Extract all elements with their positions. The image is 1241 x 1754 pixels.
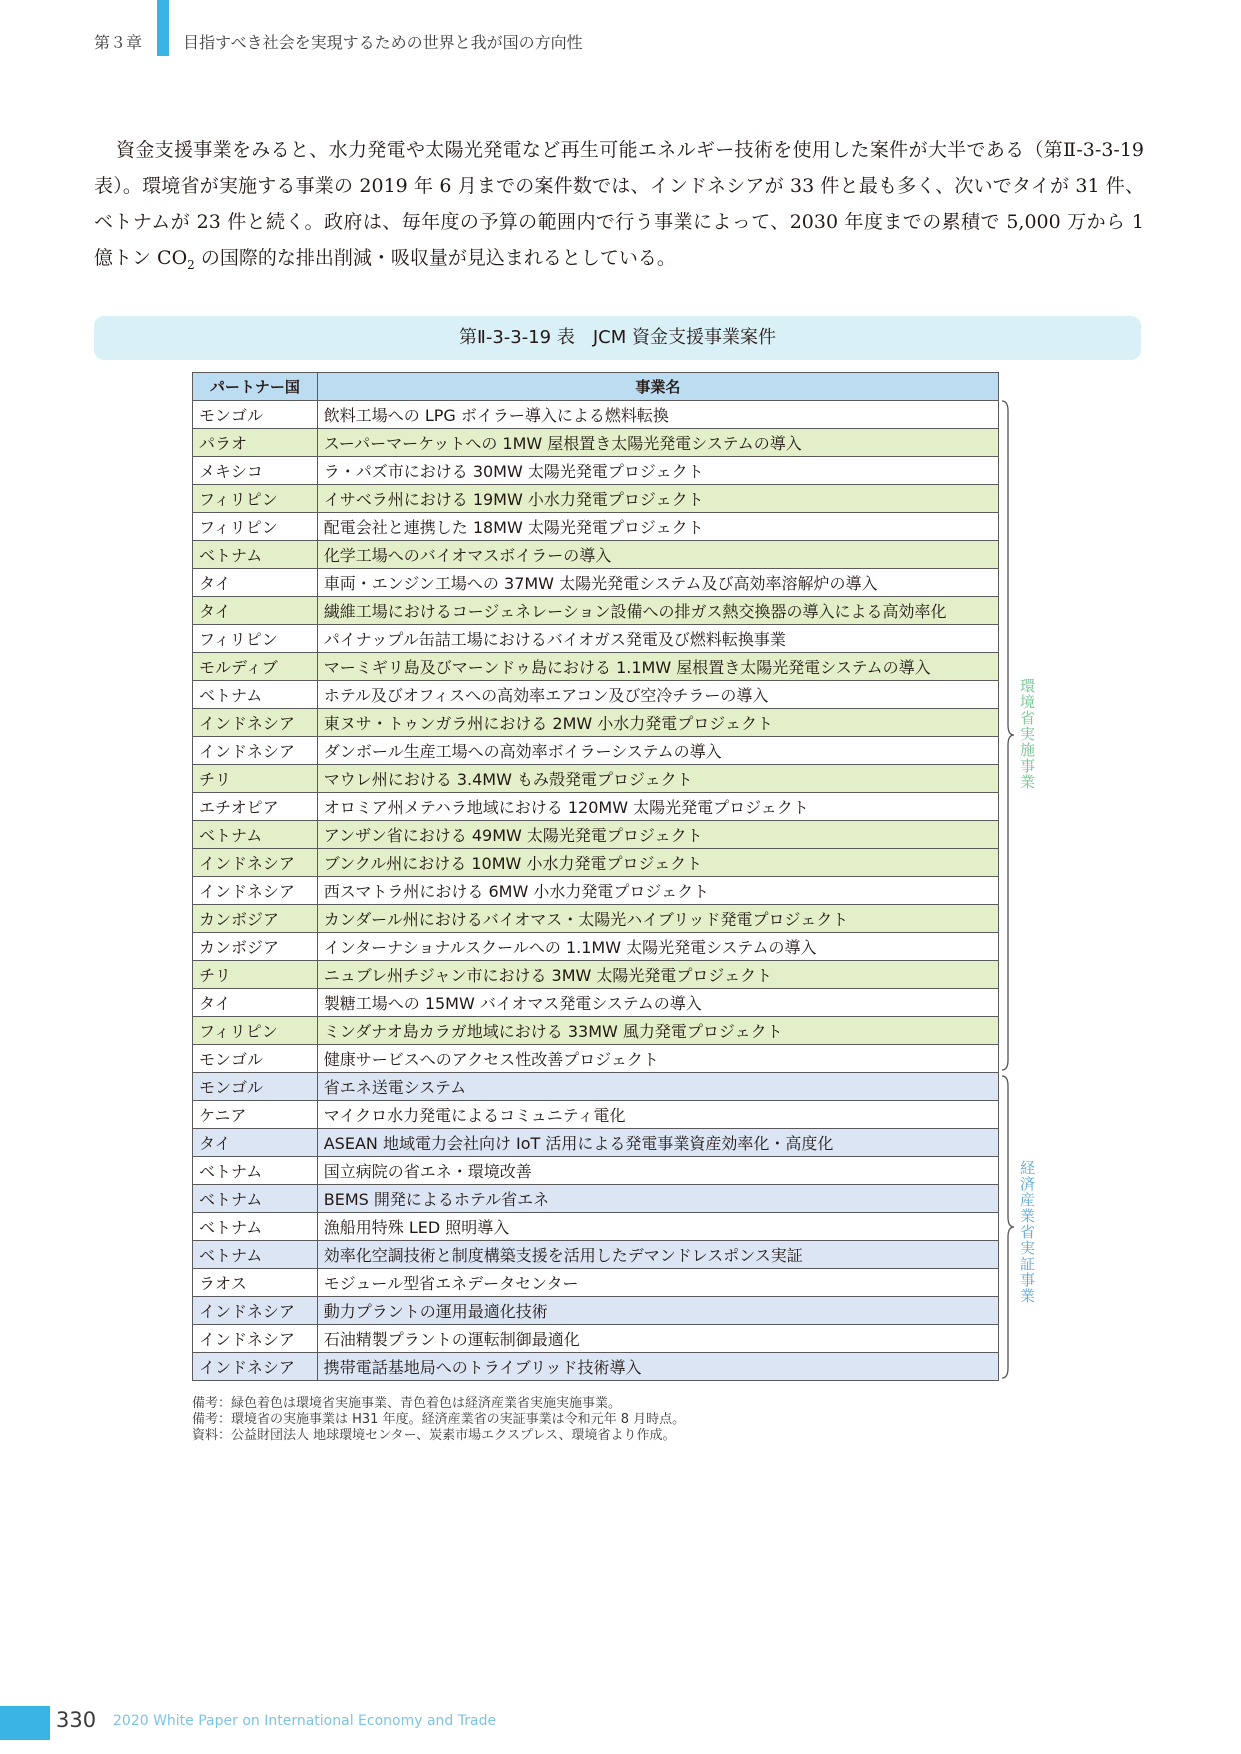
cell-project: ASEAN 地域電力会社向け IoT 活用による発電事業資産効率化・高度化: [317, 1129, 998, 1157]
cell-country: ベトナム: [193, 1241, 318, 1269]
cell-country: インドネシア: [193, 849, 318, 877]
page-number: 330: [56, 1708, 97, 1732]
table-row: [193, 765, 999, 793]
paragraph-subscript: 2: [187, 257, 195, 272]
cell-project: 繊維工場におけるコージェネレーション設備への排ガス熱交換器の導入による高効率化: [317, 597, 998, 625]
table-row: [193, 933, 999, 961]
table-row: [193, 905, 999, 933]
cell-project: ミンダナオ島カラガ地域における 33MW 風力発電プロジェクト: [317, 1017, 998, 1045]
table-header-row: [193, 373, 999, 401]
cell-project: 西スマトラ州における 6MW 小水力発電プロジェクト: [317, 877, 998, 905]
cell-project: 動力プラントの運用最適化技術: [317, 1297, 998, 1325]
cell-country: モルディブ: [193, 653, 318, 681]
cell-country: エチオピア: [193, 793, 318, 821]
cell-country: インドネシア: [193, 1297, 318, 1325]
cell-country: フィリピン: [193, 485, 318, 513]
cell-country: タイ: [193, 1129, 318, 1157]
table-row: [193, 1045, 999, 1073]
jcm-projects-table: [192, 372, 999, 1381]
cell-country: フィリピン: [193, 1017, 318, 1045]
cell-country: モンゴル: [193, 1073, 318, 1101]
cell-country: ラオス: [193, 1269, 318, 1297]
cell-country: ベトナム: [193, 681, 318, 709]
cell-country: タイ: [193, 569, 318, 597]
table-row: [193, 1157, 999, 1185]
table-row: [193, 1129, 999, 1157]
table-row: [193, 569, 999, 597]
meti-group-label: 経済産業省実証事業: [1018, 1160, 1036, 1304]
cell-project: マーミギリ島及びマーンドゥ島における 1.1MW 屋根置き太陽光発電システムの導入: [317, 653, 998, 681]
cell-country: カンボジア: [193, 933, 318, 961]
cell-country: ベトナム: [193, 821, 318, 849]
table-caption: 第Ⅱ-3-3-19 表 JCM 資金支援事業案件: [458, 327, 776, 348]
table-row: [193, 541, 999, 569]
cell-project: モジュール型省エネデータセンター: [317, 1269, 998, 1297]
table-row: [193, 1353, 999, 1381]
paragraph-text-2: の国際的な排出削減・吸収量が見込まれるとしている。: [194, 247, 676, 269]
cell-project: 配電会社と連携した 18MW 太陽光発電プロジェクト: [317, 513, 998, 541]
cell-project: 健康サービスへのアクセス性改善プロジェクト: [317, 1045, 998, 1073]
table-row: [193, 849, 999, 877]
cell-project: オロミア州メテハラ地域における 120MW 太陽光発電プロジェクト: [317, 793, 998, 821]
header-project: 事業名: [317, 373, 998, 401]
table-row: [193, 513, 999, 541]
table-row: [193, 1297, 999, 1325]
cell-country: チリ: [193, 765, 318, 793]
cell-project: イサベラ州における 19MW 小水力発電プロジェクト: [317, 485, 998, 513]
cell-project: 化学工場へのバイオマスボイラーの導入: [317, 541, 998, 569]
table-caption-box: [94, 316, 1141, 360]
table-row: [193, 485, 999, 513]
table-row: [193, 1073, 999, 1101]
cell-country: ベトナム: [193, 1157, 318, 1185]
table-row: [193, 793, 999, 821]
table-notes: [192, 1396, 685, 1444]
body-paragraph: [94, 132, 1144, 283]
cell-project: 車両・エンジン工場への 37MW 太陽光発電システム及び高効率溶解炉の導入: [317, 569, 998, 597]
table-row: [193, 1325, 999, 1353]
cell-project: ホテル及びオフィスへの高効率エアコン及び空冷チラーの導入: [317, 681, 998, 709]
cell-project: ラ・パズ市における 30MW 太陽光発電プロジェクト: [317, 457, 998, 485]
table-row: [193, 709, 999, 737]
cell-country: ベトナム: [193, 1185, 318, 1213]
cell-project: 石油精製プラントの運転制御最適化: [317, 1325, 998, 1353]
cell-country: モンゴル: [193, 401, 318, 429]
table-row: [193, 653, 999, 681]
table-row: [193, 429, 999, 457]
page-header: [0, 0, 1241, 60]
table-body: [193, 401, 999, 1381]
cell-project: パイナップル缶詰工場におけるバイオガス発電及び燃料転換事業: [317, 625, 998, 653]
cell-project: カンダール州におけるバイオマス・太陽光ハイブリッド発電プロジェクト: [317, 905, 998, 933]
cell-country: ケニア: [193, 1101, 318, 1129]
table-row: [193, 961, 999, 989]
footer-title: 2020 White Paper on International Economy and Trade: [113, 1713, 497, 1729]
table-row: [193, 1269, 999, 1297]
cell-country: メキシコ: [193, 457, 318, 485]
cell-project: マウレ州における 3.4MW もみ殻発電プロジェクト: [317, 765, 998, 793]
table-row: [193, 1101, 999, 1129]
cell-project: 携帯電話基地局へのトライブリッド技術導入: [317, 1353, 998, 1381]
table-row: [193, 625, 999, 653]
cell-project: ダンボール生産工場への高効率ボイラーシステムの導入: [317, 737, 998, 765]
cell-project: 東ヌサ・トゥンガラ州における 2MW 小水力発電プロジェクト: [317, 709, 998, 737]
cell-project: インターナショナルスクールへの 1.1MW 太陽光発電システムの導入: [317, 933, 998, 961]
table-row: [193, 821, 999, 849]
cell-country: チリ: [193, 961, 318, 989]
cell-project: 国立病院の省エネ・環境改善: [317, 1157, 998, 1185]
cell-project: アンザン省における 49MW 太陽光発電プロジェクト: [317, 821, 998, 849]
source-line: 資料：公益財団法人 地球環境センター、炭素市場エクスプレス、環境省より作成。: [192, 1428, 676, 1443]
table-row: [193, 1185, 999, 1213]
cell-project: スーパーマーケットへの 1MW 屋根置き太陽光発電システムの導入: [317, 429, 998, 457]
cell-project: 飲料工場への LPG ボイラー導入による燃料転換: [317, 401, 998, 429]
cell-country: インドネシア: [193, 709, 318, 737]
table-row: [193, 1241, 999, 1269]
cell-country: インドネシア: [193, 1325, 318, 1353]
chapter-title: 目指すべき社会を実現するための世界と我が国の方向性: [183, 33, 583, 52]
table-row: [193, 597, 999, 625]
cell-project: 製糖工場への 15MW バイオマス発電システムの導入: [317, 989, 998, 1017]
cell-country: フィリピン: [193, 513, 318, 541]
paragraph-text-1: 資金支援事業をみると、水力発電や太陽光発電など再生可能エネルギー技術を使用した案件が大半である（第Ⅱ-3-3-19 表）。環境省が実施する事業の 2019 年 6 月までの案件数では、インドネシアが 33 件と最も多く、次いでタイが 31 件、ベトナムが 23 件と続く。政府は、毎年度の予算の範囲内で行う事業によって、2030 年度までの累積で 5,000 万から 1 億トン CO: [94, 139, 1144, 269]
table-row: [193, 1017, 999, 1045]
cell-country: タイ: [193, 989, 318, 1017]
cell-country: パラオ: [193, 429, 318, 457]
note-line: 備考：緑色着色は環境省実施事業、青色着色は経済産業省実施実施事業。: [192, 1396, 622, 1411]
cell-country: インドネシア: [193, 737, 318, 765]
cell-country: インドネシア: [193, 877, 318, 905]
table-row: [193, 877, 999, 905]
cell-project: 効率化空調技術と制度構築支援を活用したデマンドレスポンス実証: [317, 1241, 998, 1269]
cell-country: モンゴル: [193, 1045, 318, 1073]
cell-country: カンボジア: [193, 905, 318, 933]
table-row: [193, 401, 999, 429]
cell-country: フィリピン: [193, 625, 318, 653]
chapter-label: 第３章: [94, 33, 143, 52]
cell-project: マイクロ水力発電によるコミュニティ電化: [317, 1101, 998, 1129]
table-row: [193, 1213, 999, 1241]
cell-country: インドネシア: [193, 1353, 318, 1381]
cell-country: ベトナム: [193, 1213, 318, 1241]
table-row: [193, 989, 999, 1017]
table-row: [193, 681, 999, 709]
cell-country: ベトナム: [193, 541, 318, 569]
table-row: [193, 457, 999, 485]
note-line: 備考：環境省の実施事業は H31 年度。経済産業省の実証事業は令和元年 8 月時点。: [192, 1412, 686, 1427]
header-country: パートナー国: [193, 373, 318, 401]
cell-country: タイ: [193, 597, 318, 625]
cell-project: 省エネ送電システム: [317, 1073, 998, 1101]
env-group-label: 環境省実施事業: [1018, 678, 1036, 790]
cell-project: BEMS 開発によるホテル省エネ: [317, 1185, 998, 1213]
header-accent-bar: [157, 0, 169, 56]
cell-project: ブンクル州における 10MW 小水力発電プロジェクト: [317, 849, 998, 877]
table-row: [193, 737, 999, 765]
cell-project: 漁船用特殊 LED 照明導入: [317, 1213, 998, 1241]
cell-project: ニュブレ州チジャン市における 3MW 太陽光発電プロジェクト: [317, 961, 998, 989]
footer-accent-bar: [0, 1706, 50, 1740]
